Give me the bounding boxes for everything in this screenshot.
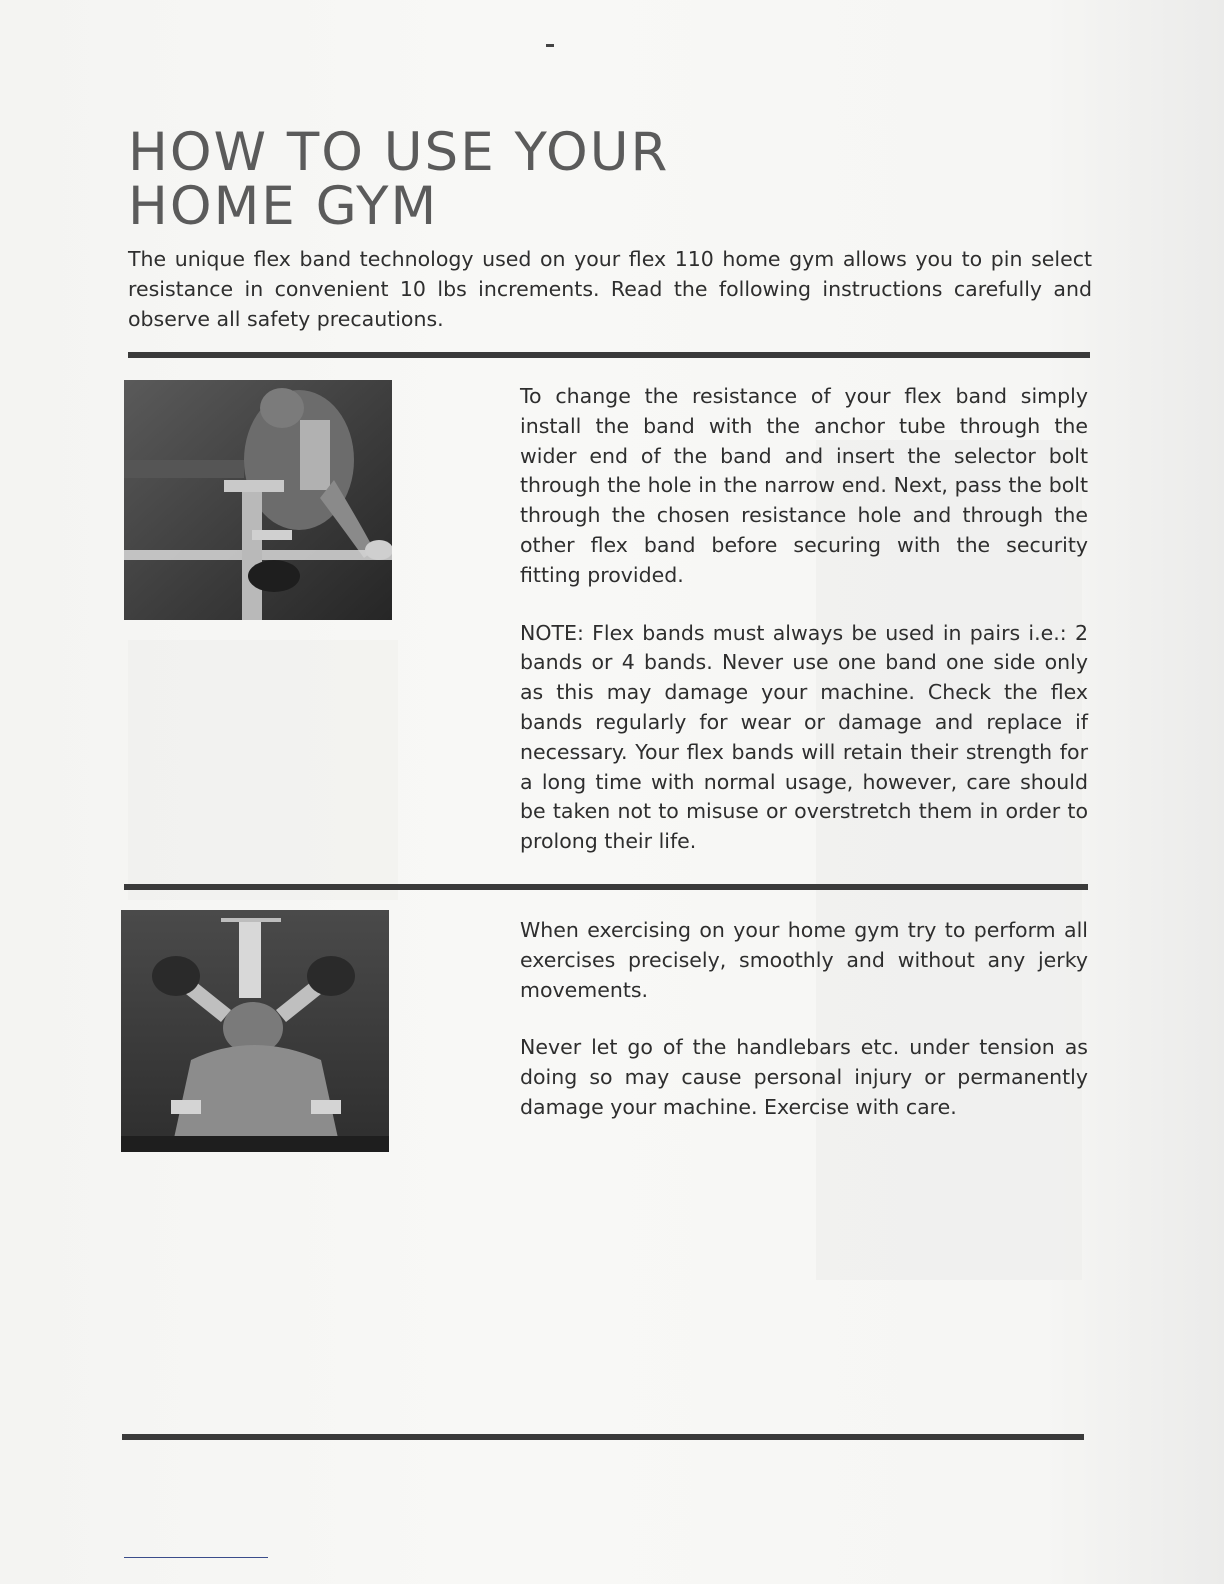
section-divider bbox=[128, 352, 1090, 358]
section-divider bbox=[124, 884, 1088, 890]
section-1-text bbox=[520, 382, 1088, 857]
footer-line bbox=[124, 1557, 268, 1558]
handlebar-warning: Never let go of the handlebars etc. under tension as doing so may cause personal injury or permanently damage your machine. Exercise with care. bbox=[520, 1035, 1088, 1119]
band-change-instructions: To change the resistance of your flex band simply install the band with the anchor tube through the wider end of the band and insert the selector bolt through the hole in the narrow end. Next, pass the bolt through the chosen resistance hole and through the other flex band before securing with the security fitting provided. bbox=[520, 384, 1088, 587]
page-title bbox=[128, 122, 670, 237]
section-divider bbox=[122, 1434, 1084, 1440]
page-mark bbox=[546, 44, 554, 47]
exercise-overhead-illustration bbox=[121, 910, 389, 1152]
title-line-1: HOW TO USE YOUR bbox=[128, 122, 670, 183]
section-2-text bbox=[520, 916, 1088, 1123]
exercise-technique-tip: When exercising on your home gym try to perform all exercises precisely, smoothly and without any jerky movements. bbox=[520, 918, 1088, 1002]
exercise-overhead-photo bbox=[121, 910, 389, 1152]
bleed-through-shadow bbox=[128, 640, 398, 900]
band-installation-photo bbox=[124, 380, 392, 620]
intro-paragraph: The unique flex band technology used on your flex 110 home gym allows you to pin select resistance in convenient 10 lbs increments. Read the following instructions carefully and observe all safety precautions. bbox=[128, 247, 1092, 331]
band-installation-illustration bbox=[124, 380, 392, 620]
band-safety-note: NOTE: Flex bands must always be used in pairs i.e.: 2 bands or 4 bands. Never use one band one side only as this may damage your machine. Check the flex bands regularly for wear or damage and replace if necessary. Your flex bands will retain their strength for a long time with normal usage, however, care should be taken not to misuse or overstretch them in order to prolong their life. bbox=[520, 620, 1088, 854]
title-line-2: HOME GYM bbox=[128, 176, 439, 237]
